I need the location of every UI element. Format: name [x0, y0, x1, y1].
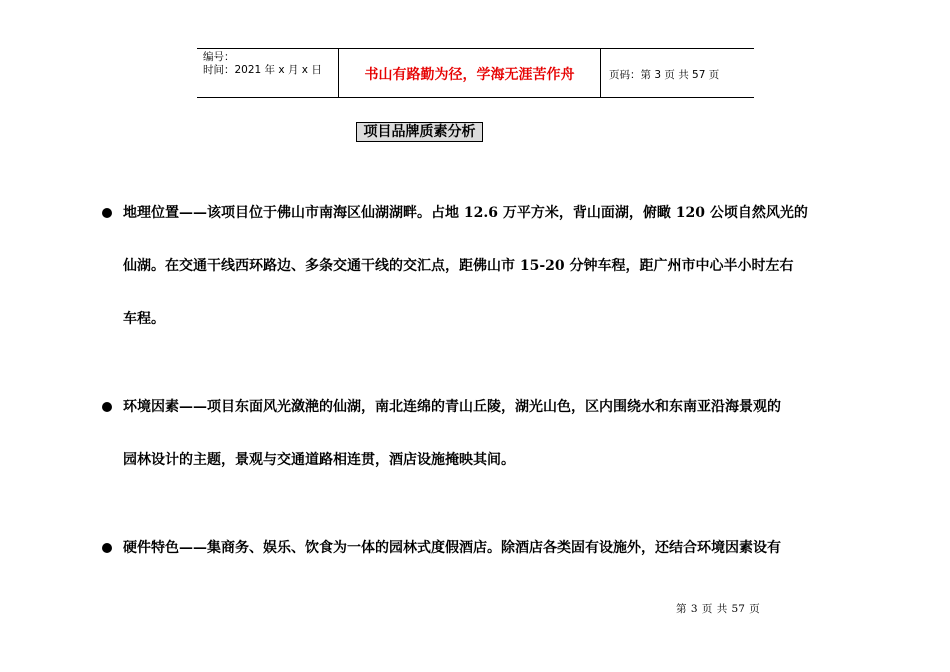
time-label: 时间：2021 年 x 月 x 日 — [203, 64, 322, 76]
bullet-icon — [102, 402, 112, 412]
paragraph-line: 仙湖。在交通干线西环路边、多条交通干线的交汇点，距佛山市 15-20 分钟车程，距广州市中心半小时左右 — [123, 258, 794, 274]
paragraph-line: 园林设计的主题，景观与交通道路相连贯，酒店设施掩映其间。 — [123, 452, 515, 468]
header-meta — [197, 49, 338, 97]
paragraph-line: 地理位置——该项目位于佛山市南海区仙湖湖畔。占地 12.6 万平方米，背山面湖，俯瞰 120 公顷自然风光的 — [123, 205, 808, 221]
page-footer: 第 3 页 共 57 页 — [676, 603, 760, 615]
document-title: 项目品牌质素分析 — [356, 122, 483, 142]
bullet-icon — [102, 543, 112, 553]
page-header — [197, 48, 754, 98]
bullet-icon — [102, 208, 112, 218]
paragraph-line: 环境因素——项目东面风光潋滟的仙湖，南北连绵的青山丘陵，湖光山色，区内围绕水和东南亚沿海景观的 — [123, 399, 781, 415]
paragraph-line: 硬件特色——集商务、娱乐、饮食为一体的园林式度假酒店。除酒店各类固有设施外，还结合环境因素设有 — [123, 540, 781, 556]
header-page-number: 页码：第 3 页 共 57 页 — [609, 68, 720, 81]
code-label: 编号： — [203, 51, 235, 63]
paragraph-line: 车程。 — [123, 311, 165, 327]
header-motto: 书山有路勤为径，学海无涯苦作舟 — [338, 49, 601, 97]
